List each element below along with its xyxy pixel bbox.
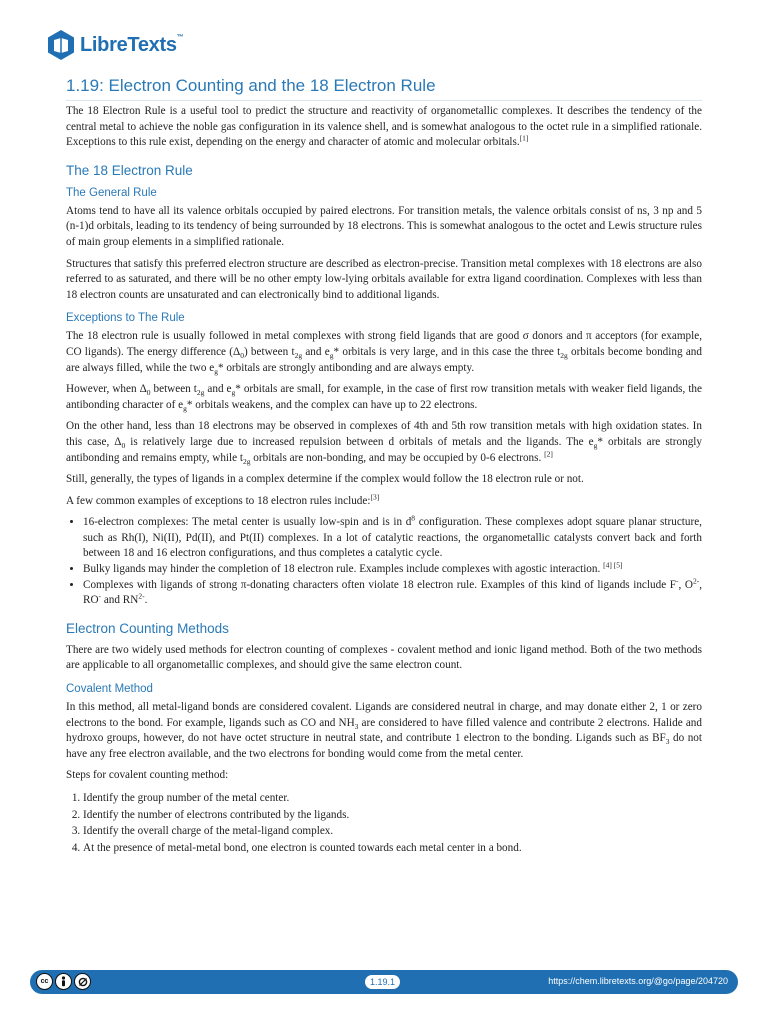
list-item: • Bulky ligands may hinder the completion of 18 electron rule. Examples include complexes with agostic interaction. [4] [5]	[83, 562, 702, 578]
list-item: 2. Identify the number of electrons contributed by the ligands.	[83, 807, 702, 824]
exceptions-paragraph-5: A few common examples of exceptions to 18 electron rules include:[3]	[66, 491, 380, 507]
libretexts-logo[interactable]	[46, 28, 183, 62]
list-item: • Complexes with ligands of strong π-donating characters often violate 18 electron rule. Examples of this kind of ligands include F-, $O^{2-}$, RO- and $RN^{2-}$.	[83, 578, 702, 609]
covalent-paragraph: In this method, all metal-ligand bonds are considered covalent. Ligands are considered neutral in charge, and may donate either 2, 1 or zero electrons to the bond. For example, ligands such as CO and $NH_3$ are considered to have filled valence and contribute 2 electrons. Halide and hydroxo groups, however, do not have octet structure in neutral state, and contribute 1 electron to the bonding. Ligands such as $BF_3$ do not have any free electron available, and the two electrons for bonding would come from the metal center.	[66, 701, 703, 760]
subsection-heading-exceptions: Exceptions to The Rule	[66, 312, 185, 325]
exceptions-paragraph-4: Still, generally, the types of ligands in a complex determine if the complex would follow the 18 electron rule or not.	[66, 473, 584, 486]
section-heading-electron-counting: Electron Counting Methods	[66, 620, 229, 636]
exceptions-list	[66, 515, 702, 609]
exceptions-paragraph-1: The 18 electron rule is usually followed in metal complexes with strong field ligands that are good σ donors and π acceptors (for example, CO ligands). The energy difference $(\Delta_0)$ between $t_{2g}$ and $e_g*$ orbitals is very large, and in this case the three $t_{2g}$ orbitals become bonding and are always filled, while the two $e_g*$ orbitals are strongly antibonding and are always empty.	[66, 330, 702, 376]
cc-icon: cc	[36, 973, 53, 990]
exceptions-paragraph-3: On the other hand, less than 18 electrons may be observed in complexes of 4th and 5th row transition metals with high oxidation states. In this case, $\Delta_0$ is relatively large due to increased repulsion between d orbitals of metals and the ligands. The $e_g*$ orbitals are strongly antibonding and remains empty, while $t_{2g}$ orbitals are non-bonding, and may be occupied by 0-6 electrons. [2]	[66, 420, 702, 466]
libretexts-logo-icon	[46, 29, 76, 61]
intro-paragraph: The 18 Electron Rule is a useful tool to predict the structure and reactivity of organometallic complexes. It describes the tendency of the central metal to achieve the noble gas configuration in its valence shell, and is somewhat analogous to the octet rule in a simplified rationale. Exceptions to this rule exist, depending on the energy and character of atomic and molecular orbitals.[1]	[66, 105, 702, 149]
list-item: 3. Identify the overall charge of the metal-ligand complex.	[83, 823, 702, 840]
list-item: 4. At the presence of metal-metal bond, one electron is counted towards each metal center in a bond.	[83, 840, 702, 857]
subsection-heading-covalent: Covalent Method	[66, 683, 153, 696]
general-rule-paragraph-2: Structures that satisfy this preferred electron structure are described as electron-precise. Transition metal complexes with 18 electrons are also referred to as saturated, and there will be no other empty low-lying orbitals available for extra ligand coordination. Complexes with less than 18 electron counts are unsaturated and can electronically bind to additional ligands.	[66, 257, 702, 301]
cc-license-badge[interactable]	[36, 973, 91, 990]
general-rule-paragraph-1: Atoms tend to have all its valence orbitals occupied by paired electrons. For transition metals, the valence orbitals consist of ns, 3 np and 5 (n-1)d orbitals, leading to its tendency of being surrounded by 18 electrons. This is somewhat analogous to the octet and Lewis structure rules of main group elements in a simplified rationale.	[66, 204, 702, 248]
page-title: 1.19: Electron Counting and the 18 Electron Rule	[66, 76, 702, 101]
subsection-heading-general-rule: The General Rule	[66, 186, 157, 199]
citation-link[interactable]: [3]	[370, 491, 380, 501]
logo-text: LibreTexts™	[80, 33, 184, 56]
list-item: 1. Identify the group number of the metal center.	[83, 790, 702, 807]
citation-link[interactable]: [2]	[544, 448, 553, 458]
steps-intro: Steps for covalent counting method:	[66, 769, 229, 782]
methods-paragraph: There are two widely used methods for electron counting of complexes - covalent method and ionic ligand method. Both of the two methods are applicable to all organometallic complexes, and should give the same electron count.	[66, 643, 702, 672]
citation-link[interactable]: [1]	[519, 133, 529, 143]
noncommercial-icon	[74, 973, 91, 990]
covalent-steps-list	[66, 790, 702, 856]
page-number: 1.19.1	[365, 975, 400, 989]
list-item: • 16-electron complexes: The metal center is usually low-spin and is in $d^8$ configuration. These complexes adopt square planar structure, such as Rh(I), Ni(II), Pd(II), and Pt(II) complexes. In a lot of catalytic reactions, the organometallic catalysts convert back and forth between 18 and 16 electron configurations, and thus completes a catalytic cycle.	[83, 515, 702, 562]
exceptions-paragraph-2: However, when $\Delta_0$ between $t_{2g}$ and $e_g*$ orbitals are small, for example, in the case of first row transition metals with weaker field ligands, the antibonding character of $e_g*$ orbitals weakens, and the complex can have up to 22 electrons.	[66, 383, 702, 413]
citation-link[interactable]: [4] [5]	[603, 560, 623, 570]
section-heading-18-electron-rule: The 18 Electron Rule	[66, 162, 193, 178]
page-footer	[30, 970, 738, 994]
page-content	[66, 76, 702, 856]
attribution-icon	[55, 973, 72, 990]
page-url-link[interactable]: https://chem.libretexts.org/@go/page/204720	[548, 976, 728, 986]
